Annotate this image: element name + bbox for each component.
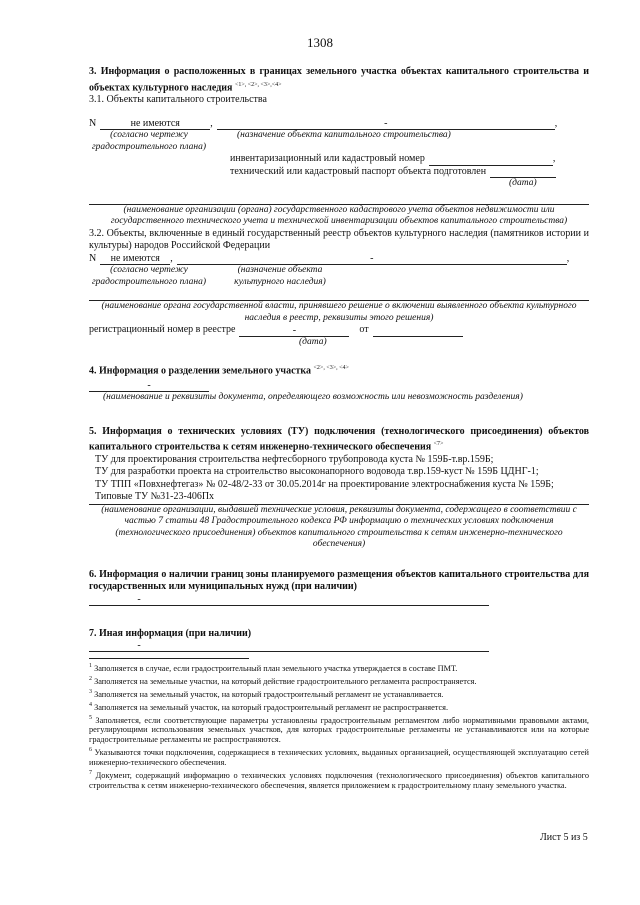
inventory-label: инвентаризационный или кадастровый номер: [230, 153, 425, 165]
section-4-refs: <2>, <3>, <4>: [313, 365, 349, 372]
caption-org: (наименование организации (органа) государственного кадастрового учета объектов недвижимости или государственного технического учета и технической инвентаризации объектов капитального строительства): [110, 204, 568, 227]
heritage-number-value: не имеются: [110, 253, 160, 265]
section-3-2-title: 3.2. Объекты, включенные в единый государственный реестр объектов культурного наследия (памятников истории и культуры) народов Российской Федерации: [89, 227, 589, 252]
registry-date-field: [373, 325, 463, 337]
footnotes: [89, 661, 589, 790]
registry-row: [89, 324, 589, 337]
page-number: 1308: [307, 35, 333, 50]
tu-line: Типовые ТУ №31-23-406Пх: [95, 491, 215, 503]
section-3-1-title: 3.1. Объекты капитального строительства: [89, 94, 267, 106]
caption-purpose-2: (назначение объекта культурного наследия): [234, 265, 326, 287]
caption-purpose: (назначение объекта капитального строительства): [237, 130, 451, 141]
section-7-title: 7. Иная информация (при наличии): [89, 627, 252, 639]
caption-drawing-2: (согласно чертежу градостроительного плана): [91, 265, 207, 287]
section-4-title-text: 4. Информация о разделении земельного участка: [89, 365, 312, 377]
heritage-captions: [89, 265, 589, 288]
section-5-caption: (наименование организации, выдавшей технические условия, реквизиты документа, содержащего в соответствии с частью 7 статьи 48 Градостроительного кодекса РФ информацию о технических условиях подключения (технологического присоединения) объектов капитального строительства к сетям инженерно-технического обеспечения): [101, 504, 577, 550]
inventory-field: [429, 154, 553, 166]
registry-number-field: [239, 325, 349, 337]
section-5-refs: <7>: [433, 441, 444, 448]
section-4-title: [89, 362, 589, 378]
section-7-value: -: [137, 640, 141, 652]
footnote: $^5$ Заполняется, если соответствующие параметры установлены градостроительным регламентом либо нормативными правовыми актами, регулирующими использования земельных участков, для которых градостроительные регламенты не устанавливаются или на которые градостроительные регламенты не распространяются.: [89, 714, 590, 745]
footnote: $^6$ Указываются точки подключения, содержащиеся в технических условиях, выданных организацией, осуществляющей эксплуатацию сетей инженерно-технического обеспечения.: [89, 747, 590, 768]
footnote: $^7$ Документ, содержащий информацию о технических условиях подключения (технологического присоединения) объектов капитального строительства к сетям инженерно-технического обеспечения, является приложением к градостроительному плану земельного участка.: [89, 770, 589, 790]
footnote-separator: [89, 658, 249, 659]
section-6-value: -: [137, 593, 141, 605]
tu-line: ТУ для разработки проекта на строительство высоконапорного водовода т.вр.159-куст № 159Б ЦДНГ-1;: [95, 466, 539, 478]
footnote: $^3$ Заполняется на земельный участок, на который градостроительный регламент не устанавливается.: [89, 689, 444, 699]
section-6-field: [89, 594, 489, 606]
heritage-number-field: [100, 253, 170, 265]
from-label: от: [359, 324, 369, 336]
footnote: $^1$ Заполняется в случае, если градостроительный план земельного участка утверждается в составе ПМТ.: [89, 663, 458, 674]
object-number-field: [100, 118, 210, 130]
caption-date: (дата): [509, 178, 537, 189]
section-5-title: [89, 426, 589, 454]
passport-label: технический или кадастровый паспорт объекта подготовлен: [230, 165, 487, 177]
org-line: [89, 194, 589, 205]
section-6-title: 6. Информация о наличии границ зоны планируемого размещения объектов капитального строительства для государственных или муниципальных нужд (при наличии): [89, 568, 589, 593]
caption-drawing: (согласно чертежу градостроительного плана): [91, 130, 207, 152]
division-field: [89, 380, 209, 392]
object-row: N не имеются , - ,: [89, 117, 558, 130]
tu-list: [95, 454, 589, 504]
heritage-purpose-field: [177, 253, 567, 265]
heritage-purpose-value: -: [370, 253, 374, 265]
document-body: [89, 66, 589, 791]
section-4-caption: (наименование и реквизиты документа, определяющего возможность или невозможность разделения): [103, 392, 523, 403]
inventory-row: инвентаризационный или кадастровый номер ,: [230, 153, 556, 165]
footnote: $^4$ Заполняется на земельный участок, на который градостроительный регламент не распространяется.: [89, 701, 449, 712]
caption-authority: (наименование органа государственной власти, принявшего решение о включении выявленного объекта культурного наследия в реестр, реквизиты этого решения): [101, 301, 577, 323]
object-number-value: не имеются: [130, 118, 180, 130]
registry-number-value: -: [292, 324, 297, 336]
n-label-2: N: [89, 252, 97, 264]
footnote: $^2$ Заполняется на земельные участки, на который действие градостроительного регламента распространяется.: [89, 676, 477, 687]
sheet-number: Лист 5 из 5: [540, 832, 588, 843]
n-label: N: [89, 117, 97, 129]
section-3-refs: <1>, <2>, <3>,<4>: [234, 81, 282, 88]
object-purpose-field: [217, 118, 555, 130]
section-5-title-text: 5. Информация о технических условиях (ТУ) подключения (технологического присоединения) объектов капитального строительства к сетям инженерно-технического обеспечения: [89, 425, 589, 453]
registry-label: регистрационный номер в реестре: [89, 324, 236, 336]
object-captions: [89, 130, 589, 153]
section-3-title: [89, 66, 589, 94]
division-value: -: [147, 380, 151, 392]
object-purpose-value: -: [384, 118, 388, 130]
caption-date-2: (дата): [299, 336, 327, 347]
section-7-field: [89, 640, 489, 652]
heritage-row: N не имеются , - ,: [89, 252, 570, 265]
passport-date-field: [490, 166, 556, 178]
tu-line: ТУ для проектирования строительства нефтесборного трубопровода куста № 159Б-т.вр.159Б;: [95, 453, 494, 465]
section-3-title-text: 3. Информация о расположенных в границах земельного участка объектах капитального строительства и объектах культурного наследия: [89, 66, 589, 93]
tu-line: ТУ ТПП «Повхнефтегаз» № 02-48/2-33 от 30.05.2014г на проектирование электроснабжения куста № 159Б;: [95, 478, 554, 490]
passport-row: [230, 166, 589, 179]
authority-line: [89, 290, 589, 301]
